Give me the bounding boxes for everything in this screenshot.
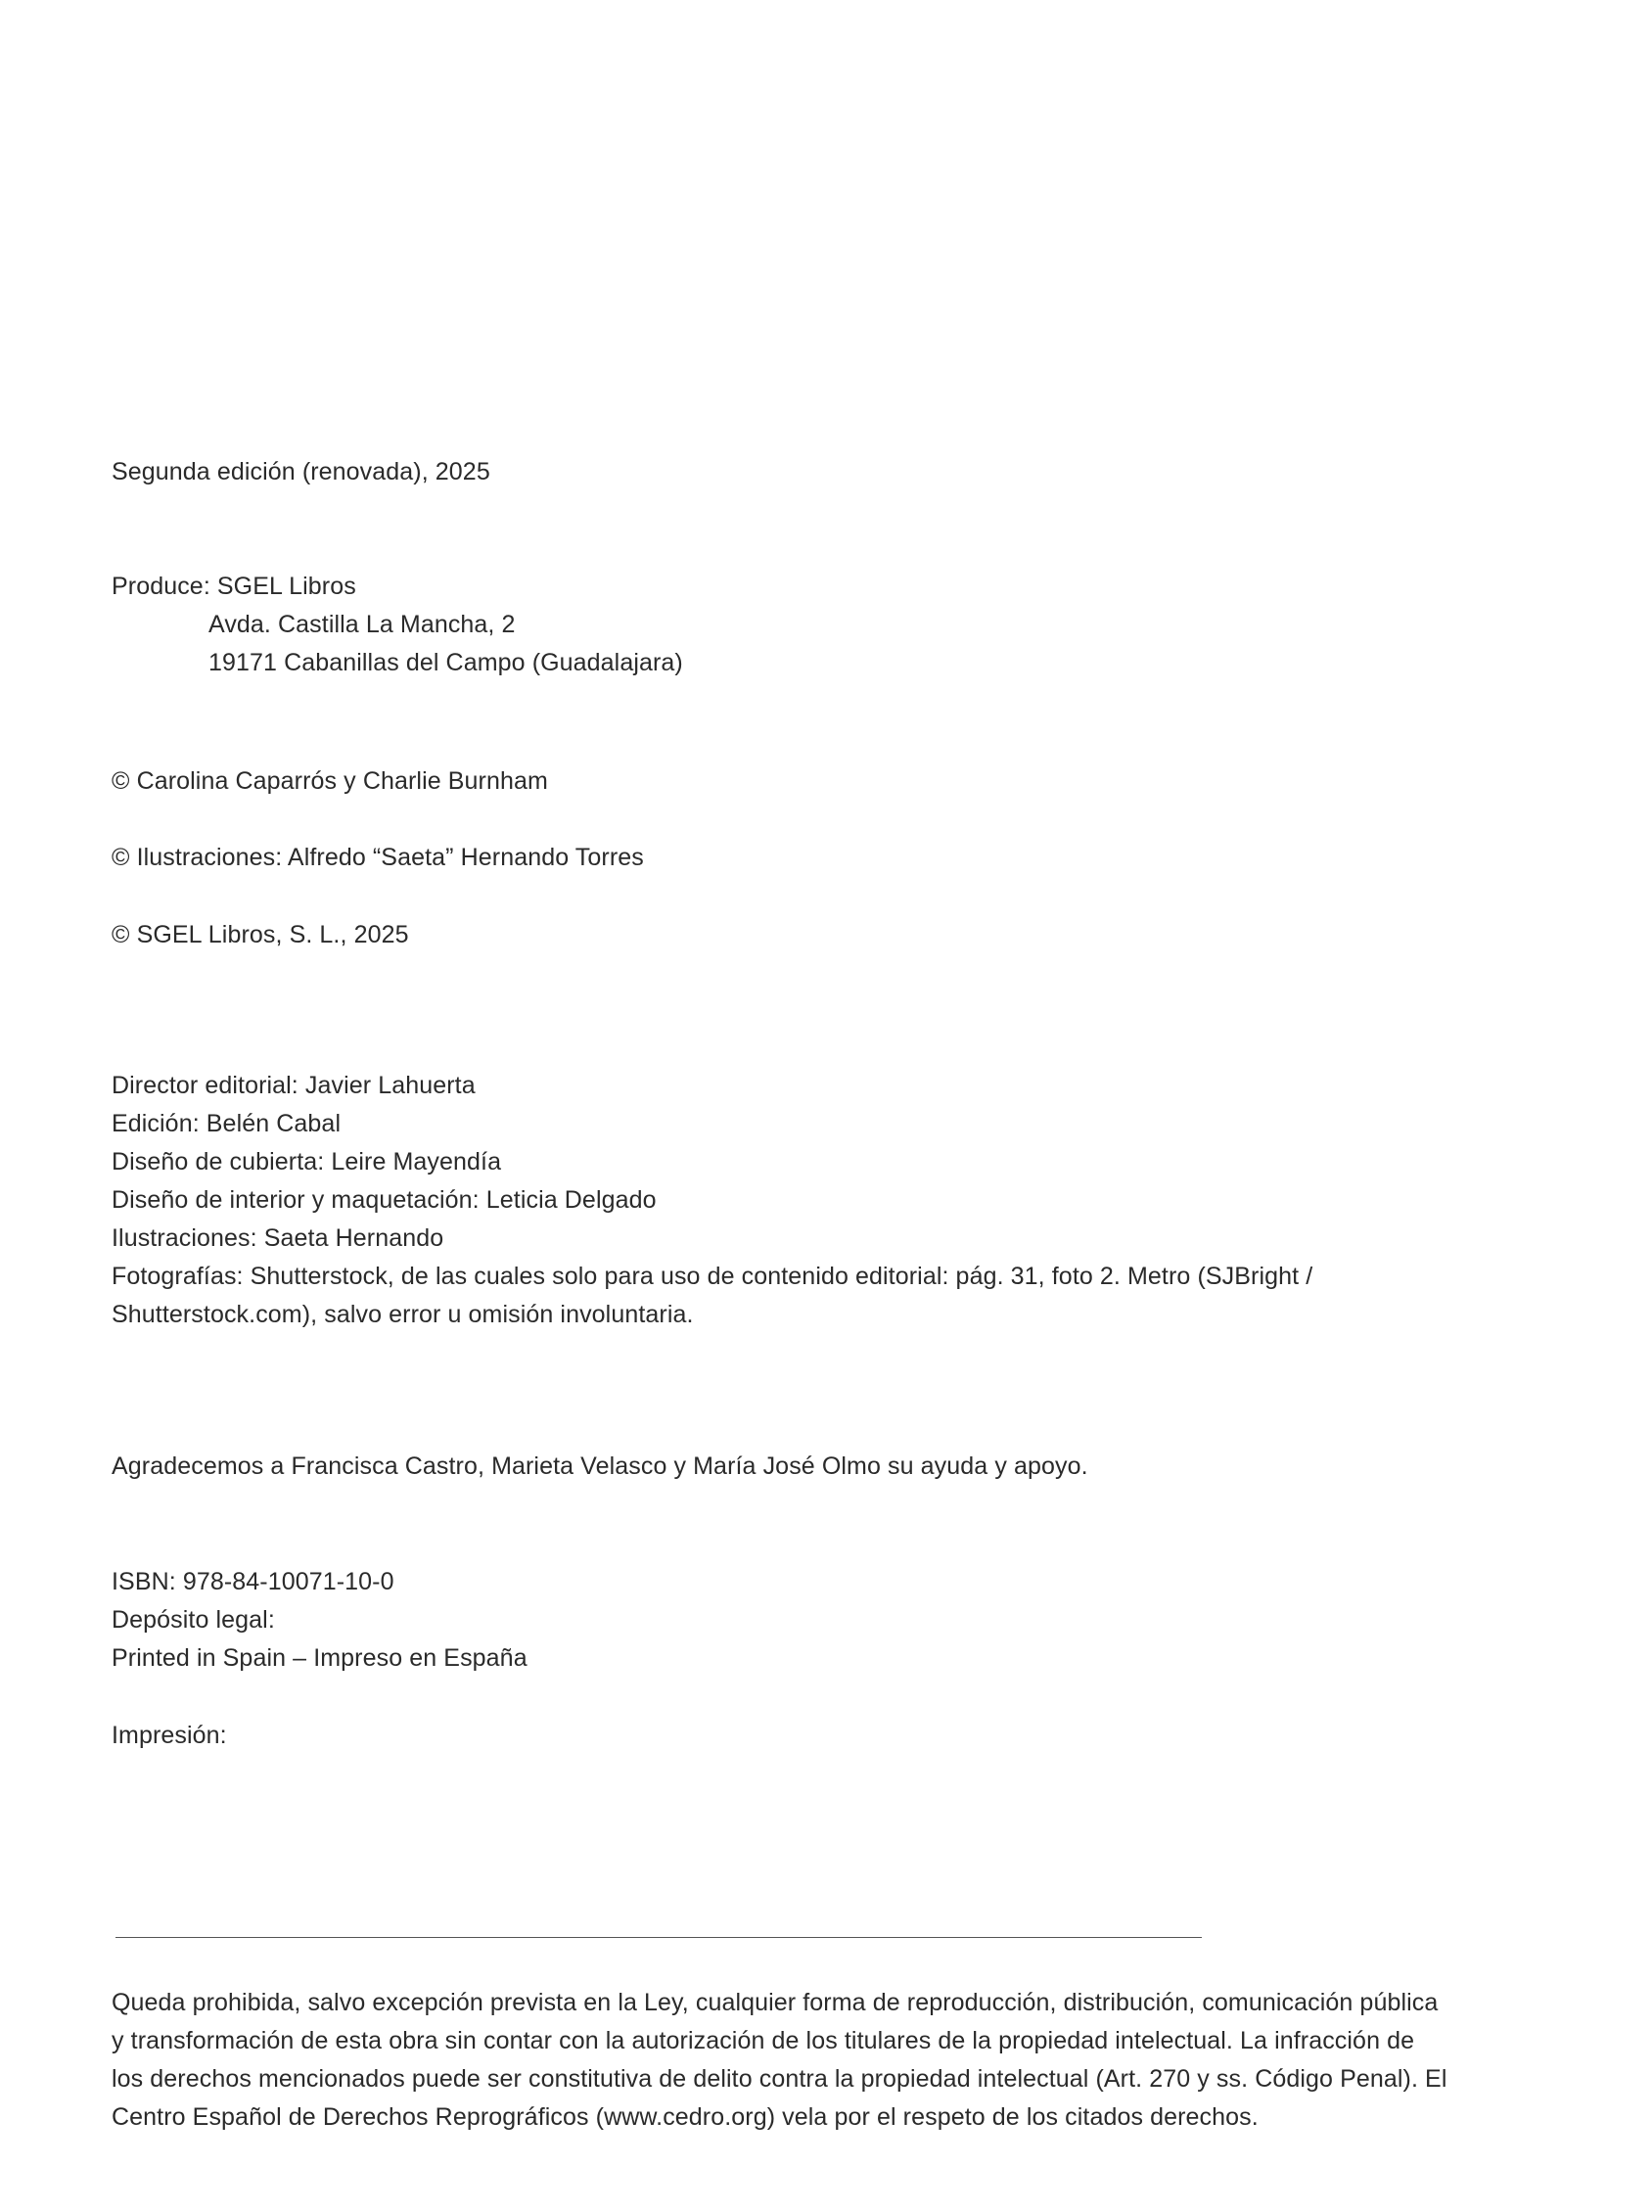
- credit-line: Ilustraciones: Saeta Hernando: [112, 1224, 444, 1252]
- legal-deposit-line: Depósito legal:: [112, 1606, 275, 1634]
- printed-in-line: Printed in Spain – Impreso en España: [112, 1644, 528, 1672]
- producer-address-line: Avda. Castilla La Mancha, 2: [208, 611, 516, 638]
- acknowledgement-line: Agradecemos a Francisca Castro, Marieta Velasco y María José Olmo su ayuda y apoyo.: [112, 1452, 1088, 1480]
- credit-line: Director editorial: Javier Lahuerta: [112, 1072, 476, 1099]
- copyright-line: © SGEL Libros, S. L., 2025: [112, 921, 409, 948]
- legal-notice-line: Centro Español de Derechos Reprográficos (www.cedro.org) vela por el respeto de los citados derechos.: [112, 2103, 1259, 2131]
- credit-line: Edición: Belén Cabal: [112, 1110, 342, 1137]
- credit-line: Fotografías: Shutterstock, de las cuales solo para uso de contenido editorial: pág. 31, foto 2. Metro (SJBright /: [112, 1263, 1313, 1290]
- credit-line: Diseño de cubierta: Leire Mayendía: [112, 1148, 502, 1175]
- edition-line: Segunda edición (renovada), 2025: [112, 458, 490, 485]
- copyright-line: © Carolina Caparrós y Charlie Burnham: [112, 767, 548, 795]
- legal-notice-line: y transformación de esta obra sin contar con la autorización de los titulares de la propiedad intelectual. La infracción de: [112, 2027, 1415, 2054]
- legal-notice-line: Queda prohibida, salvo excepción prevista en la Ley, cualquier forma de reproducción, distribución, comunicación pública: [112, 1989, 1439, 2016]
- isbn-line: ISBN: 978-84-10071-10-0: [112, 1568, 394, 1595]
- legal-notice-line: los derechos mencionados puede ser constitutiva de delito contra la propiedad intelectual (Art. 270 y ss. Código Penal). El: [112, 2065, 1447, 2093]
- divider-rule: [115, 1937, 1202, 1938]
- producer-line: Produce: SGEL Libros: [112, 573, 356, 600]
- copyright-line: © Ilustraciones: Alfredo “Saeta” Hernando Torres: [112, 844, 644, 871]
- printing-line: Impresión:: [112, 1722, 227, 1749]
- credit-line: Shutterstock.com), salvo error u omisión involuntaria.: [112, 1301, 694, 1328]
- producer-address-line: 19171 Cabanillas del Campo (Guadalajara): [208, 649, 683, 676]
- credit-line: Diseño de interior y maquetación: Leticia Delgado: [112, 1186, 657, 1214]
